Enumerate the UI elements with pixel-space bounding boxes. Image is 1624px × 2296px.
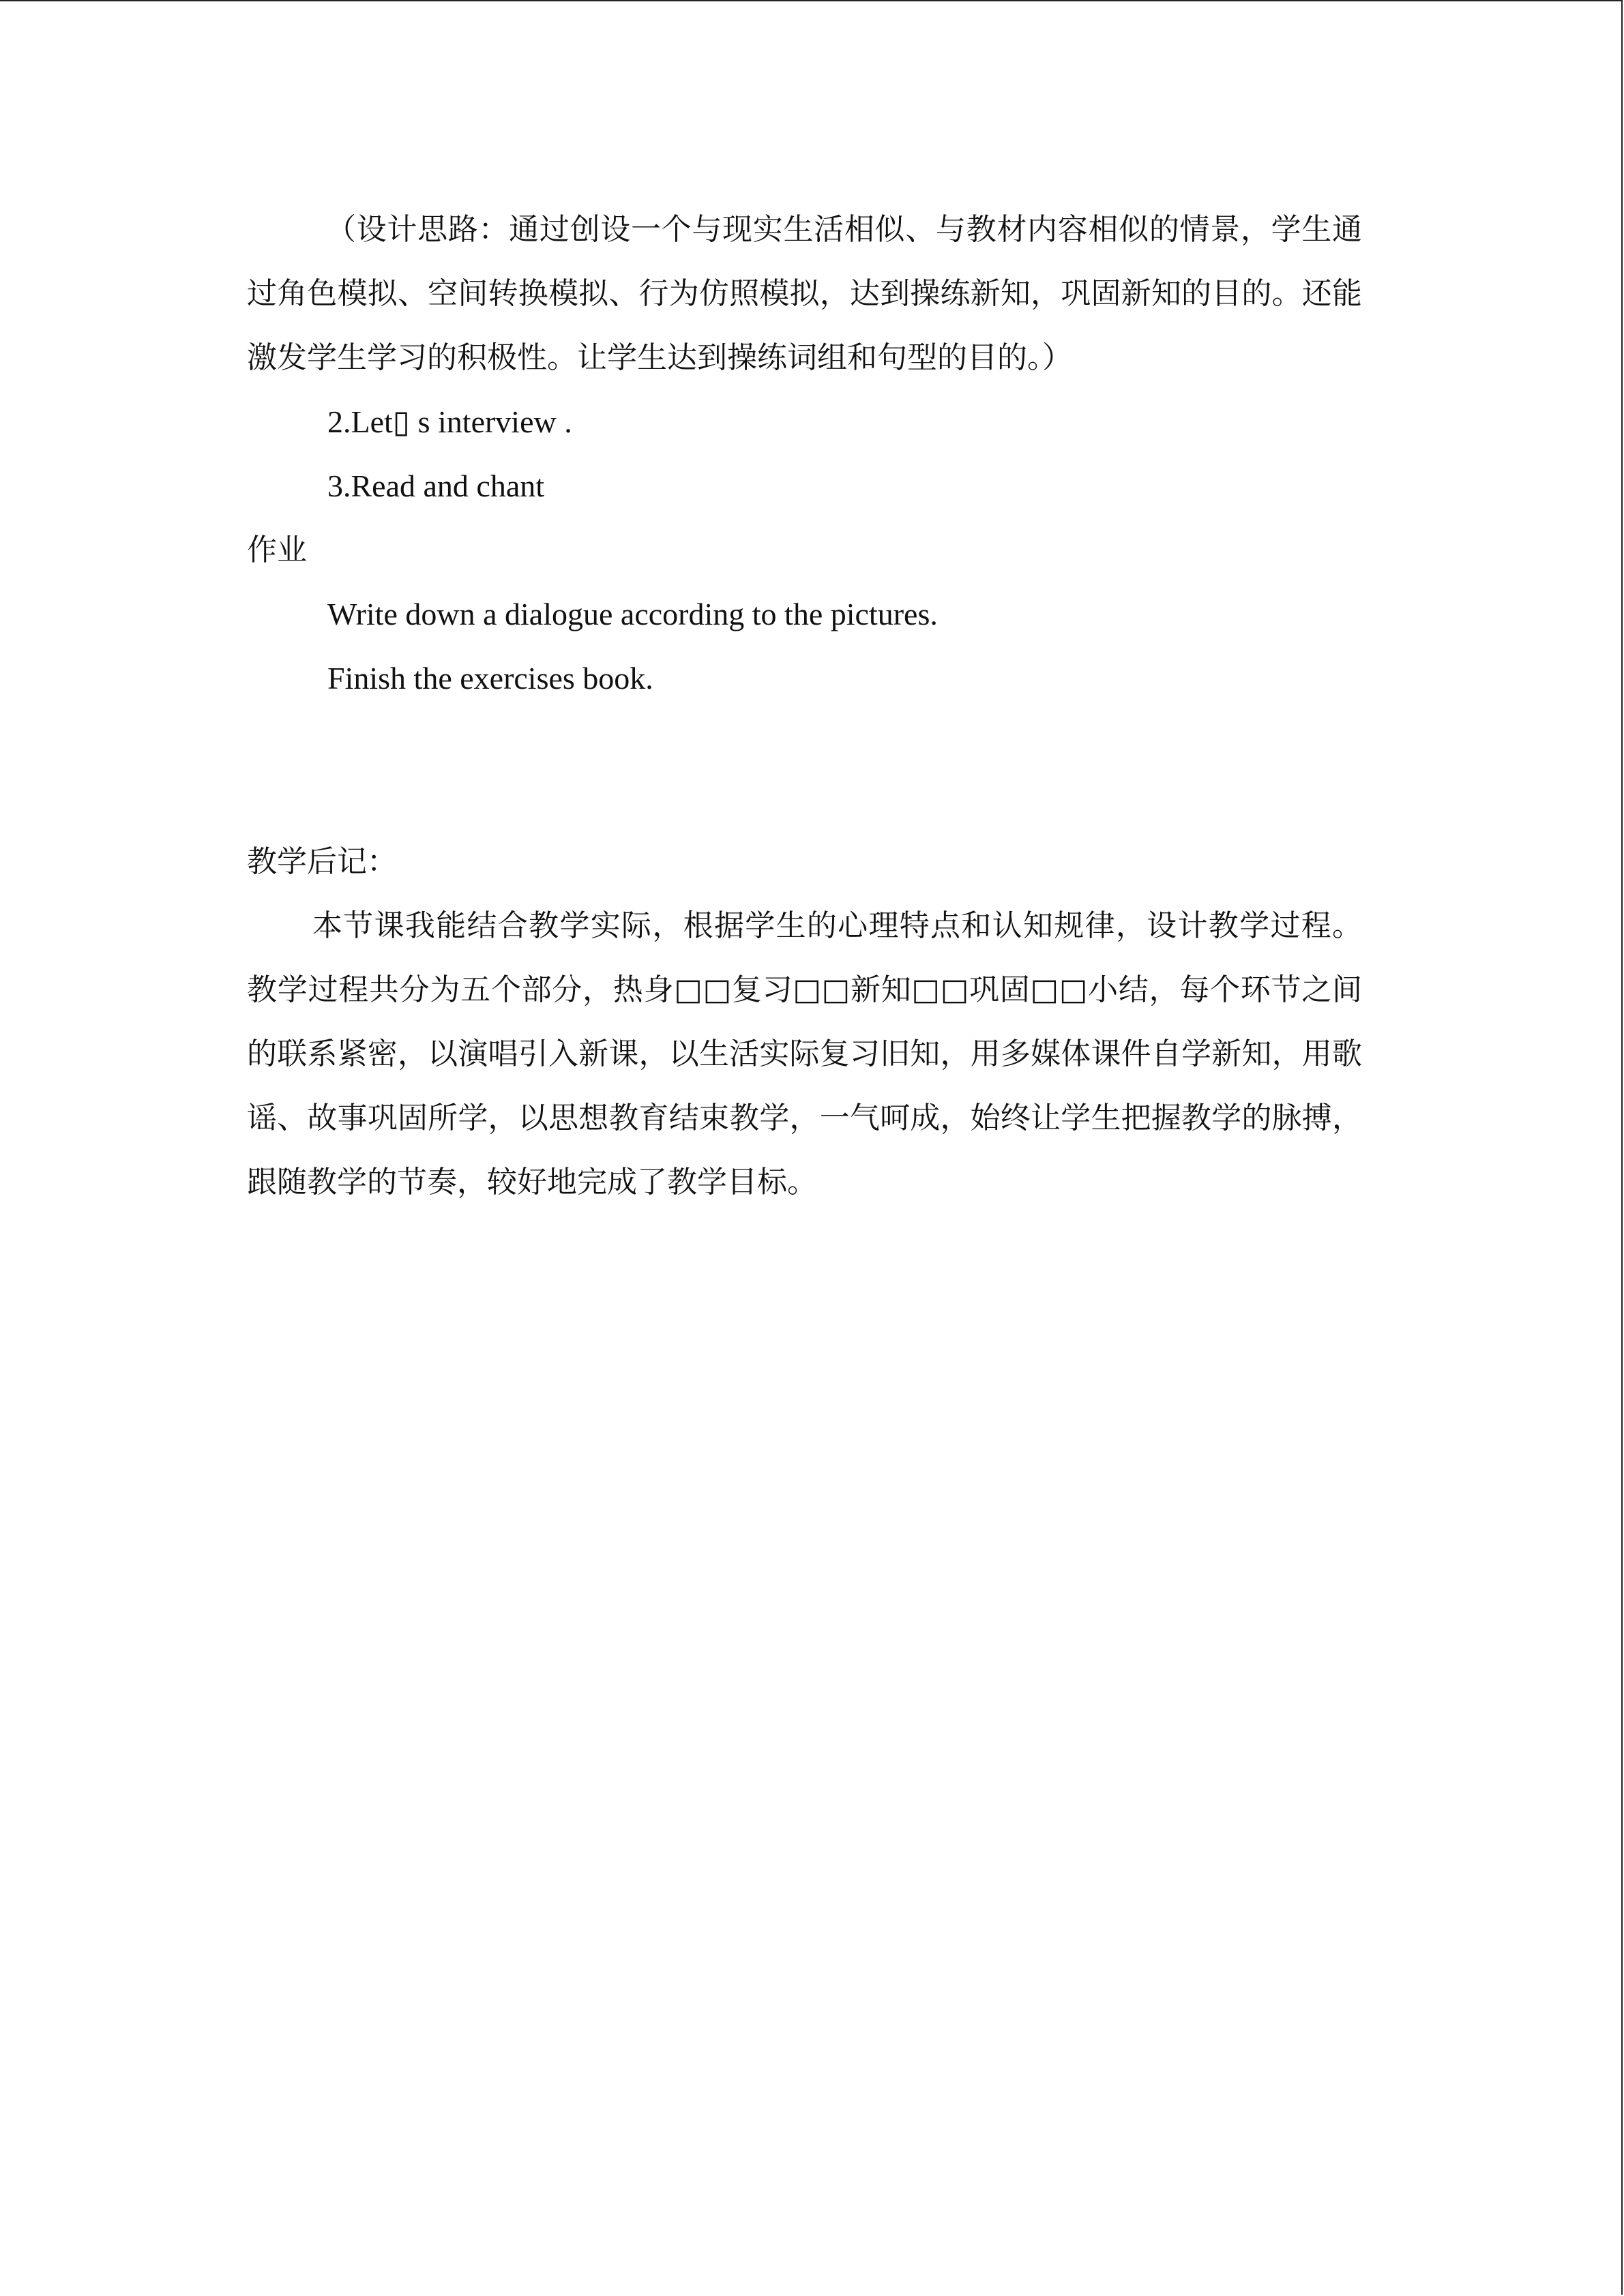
design-note-paragraph: （设计思路：通过创设一个与现实生活相似、与教材内容相似的情景，学生通过角色模拟、空间转换模拟、行为仿照模拟，达到操练新知，巩固新知的目的。还能激发学生学习的积极性。让学生达到操练词组和句型的目的。） [247, 212, 1362, 375]
reflection-heading: 教学后记： [247, 844, 397, 879]
reflection-paragraph: 本节课我能结合教学实际，根据学生的心理特点和认知规律，设计教学过程。教学过程共分为五个部分，热身□□复习□□新知□□巩固□□小结，每个环节之间的联系紧密，以演唱引入新课，以生活实际复习旧知，用多媒体课件自学新知，用歌谣、故事巩固所学，以思想教育结束教学，一气呵成，始终让学生把握教学的脉搏，跟随教学的节奏，较好地完成了教学目标。 [247, 908, 1362, 1199]
homework-item-exercises: Finish the exercises book. [327, 661, 653, 696]
spacer [247, 711, 1362, 830]
homework-heading: 作业 [247, 533, 307, 567]
step-read-chant: 3.Read and chant [327, 468, 545, 503]
step-interview: 2.Let▯ s interview . [327, 404, 572, 439]
homework-item-dialogue: Write down a dialogue according to the pictures. [327, 597, 938, 631]
document-body [247, 198, 1362, 1214]
